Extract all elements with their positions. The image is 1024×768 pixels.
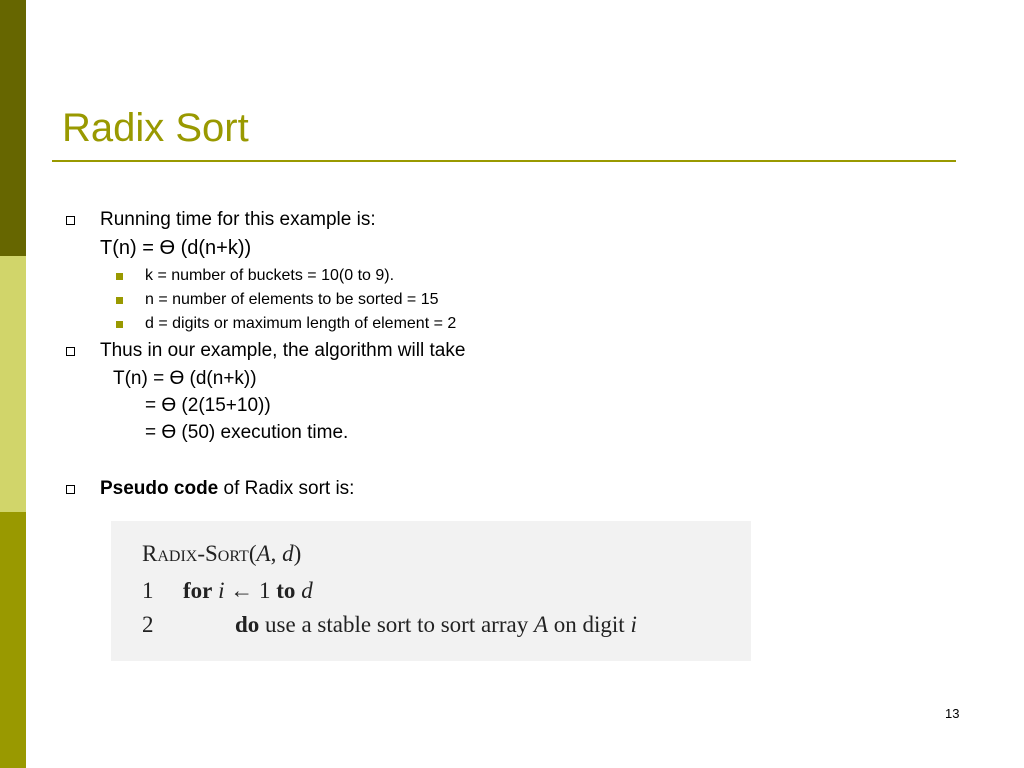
line-number-2: 2 — [142, 612, 154, 637]
pseudo-code-bold-label: Pseudo code — [100, 478, 219, 499]
calc-line-1: T(n) = ϴ (d(n+k)) — [113, 368, 257, 389]
open-paren: ( — [248, 541, 257, 566]
digit-i: i — [630, 612, 637, 637]
sidebar-band-middle — [0, 256, 26, 512]
keyword-do: do — [235, 612, 260, 637]
bullet-algorithm-takes: Thus in our example, the algorithm will take — [100, 340, 466, 361]
running-time-formula: T(n) = ϴ (d(n+k)) — [100, 237, 252, 259]
hollow-square-bullet-icon — [66, 347, 75, 356]
calc-line-3: = ϴ (50) execution time. — [145, 422, 349, 443]
sub-bullet-d: d = digits or maximum length of element = 2 — [145, 315, 457, 332]
hollow-square-bullet-icon — [66, 216, 75, 225]
sub-bullet-k: k = number of buckets = 10(0 to 9). — [145, 267, 395, 284]
calc-line-2: = ϴ (2(15+10)) — [145, 395, 271, 416]
pseudo-code-rest: of Radix sort is: — [218, 478, 355, 499]
pseudocode-line-1 — [183, 578, 313, 604]
solid-square-bullet-icon — [116, 273, 123, 280]
solid-square-bullet-icon — [116, 321, 123, 328]
line2-text: use a stable sort to sort array — [259, 612, 534, 637]
sidebar-band-top — [0, 0, 26, 256]
sidebar-decoration — [0, 0, 26, 768]
keyword-to: to — [276, 578, 296, 603]
param-d: d — [282, 541, 294, 566]
loop-end-d: d — [301, 578, 313, 603]
sidebar-band-bottom — [0, 512, 26, 768]
pseudocode-box — [111, 521, 751, 661]
param-comma: , — [270, 541, 283, 566]
line-number-1: 1 — [142, 578, 154, 603]
loop-var-i: i — [218, 578, 225, 603]
procedure-name: Radix-Sort — [142, 541, 249, 566]
assign-arrow: ← 1 — [224, 578, 277, 603]
array-a: A — [533, 612, 549, 637]
title-underline — [52, 160, 956, 162]
solid-square-bullet-icon — [116, 297, 123, 304]
bullet-pseudo-code — [100, 478, 354, 500]
hollow-square-bullet-icon — [66, 485, 75, 494]
pseudocode-line-2 — [235, 612, 637, 638]
pseudocode-header — [142, 541, 301, 567]
keyword-for: for — [183, 578, 213, 603]
bullet-running-time: Running time for this example is: — [100, 209, 376, 230]
close-paren: ) — [293, 541, 302, 566]
param-a: A — [256, 541, 271, 566]
line2-on-digit: on digit — [548, 612, 631, 637]
page-number: 13 — [945, 706, 960, 721]
sub-bullet-n: n = number of elements to be sorted = 15 — [145, 291, 439, 308]
slide-title: Radix Sort — [62, 106, 249, 150]
